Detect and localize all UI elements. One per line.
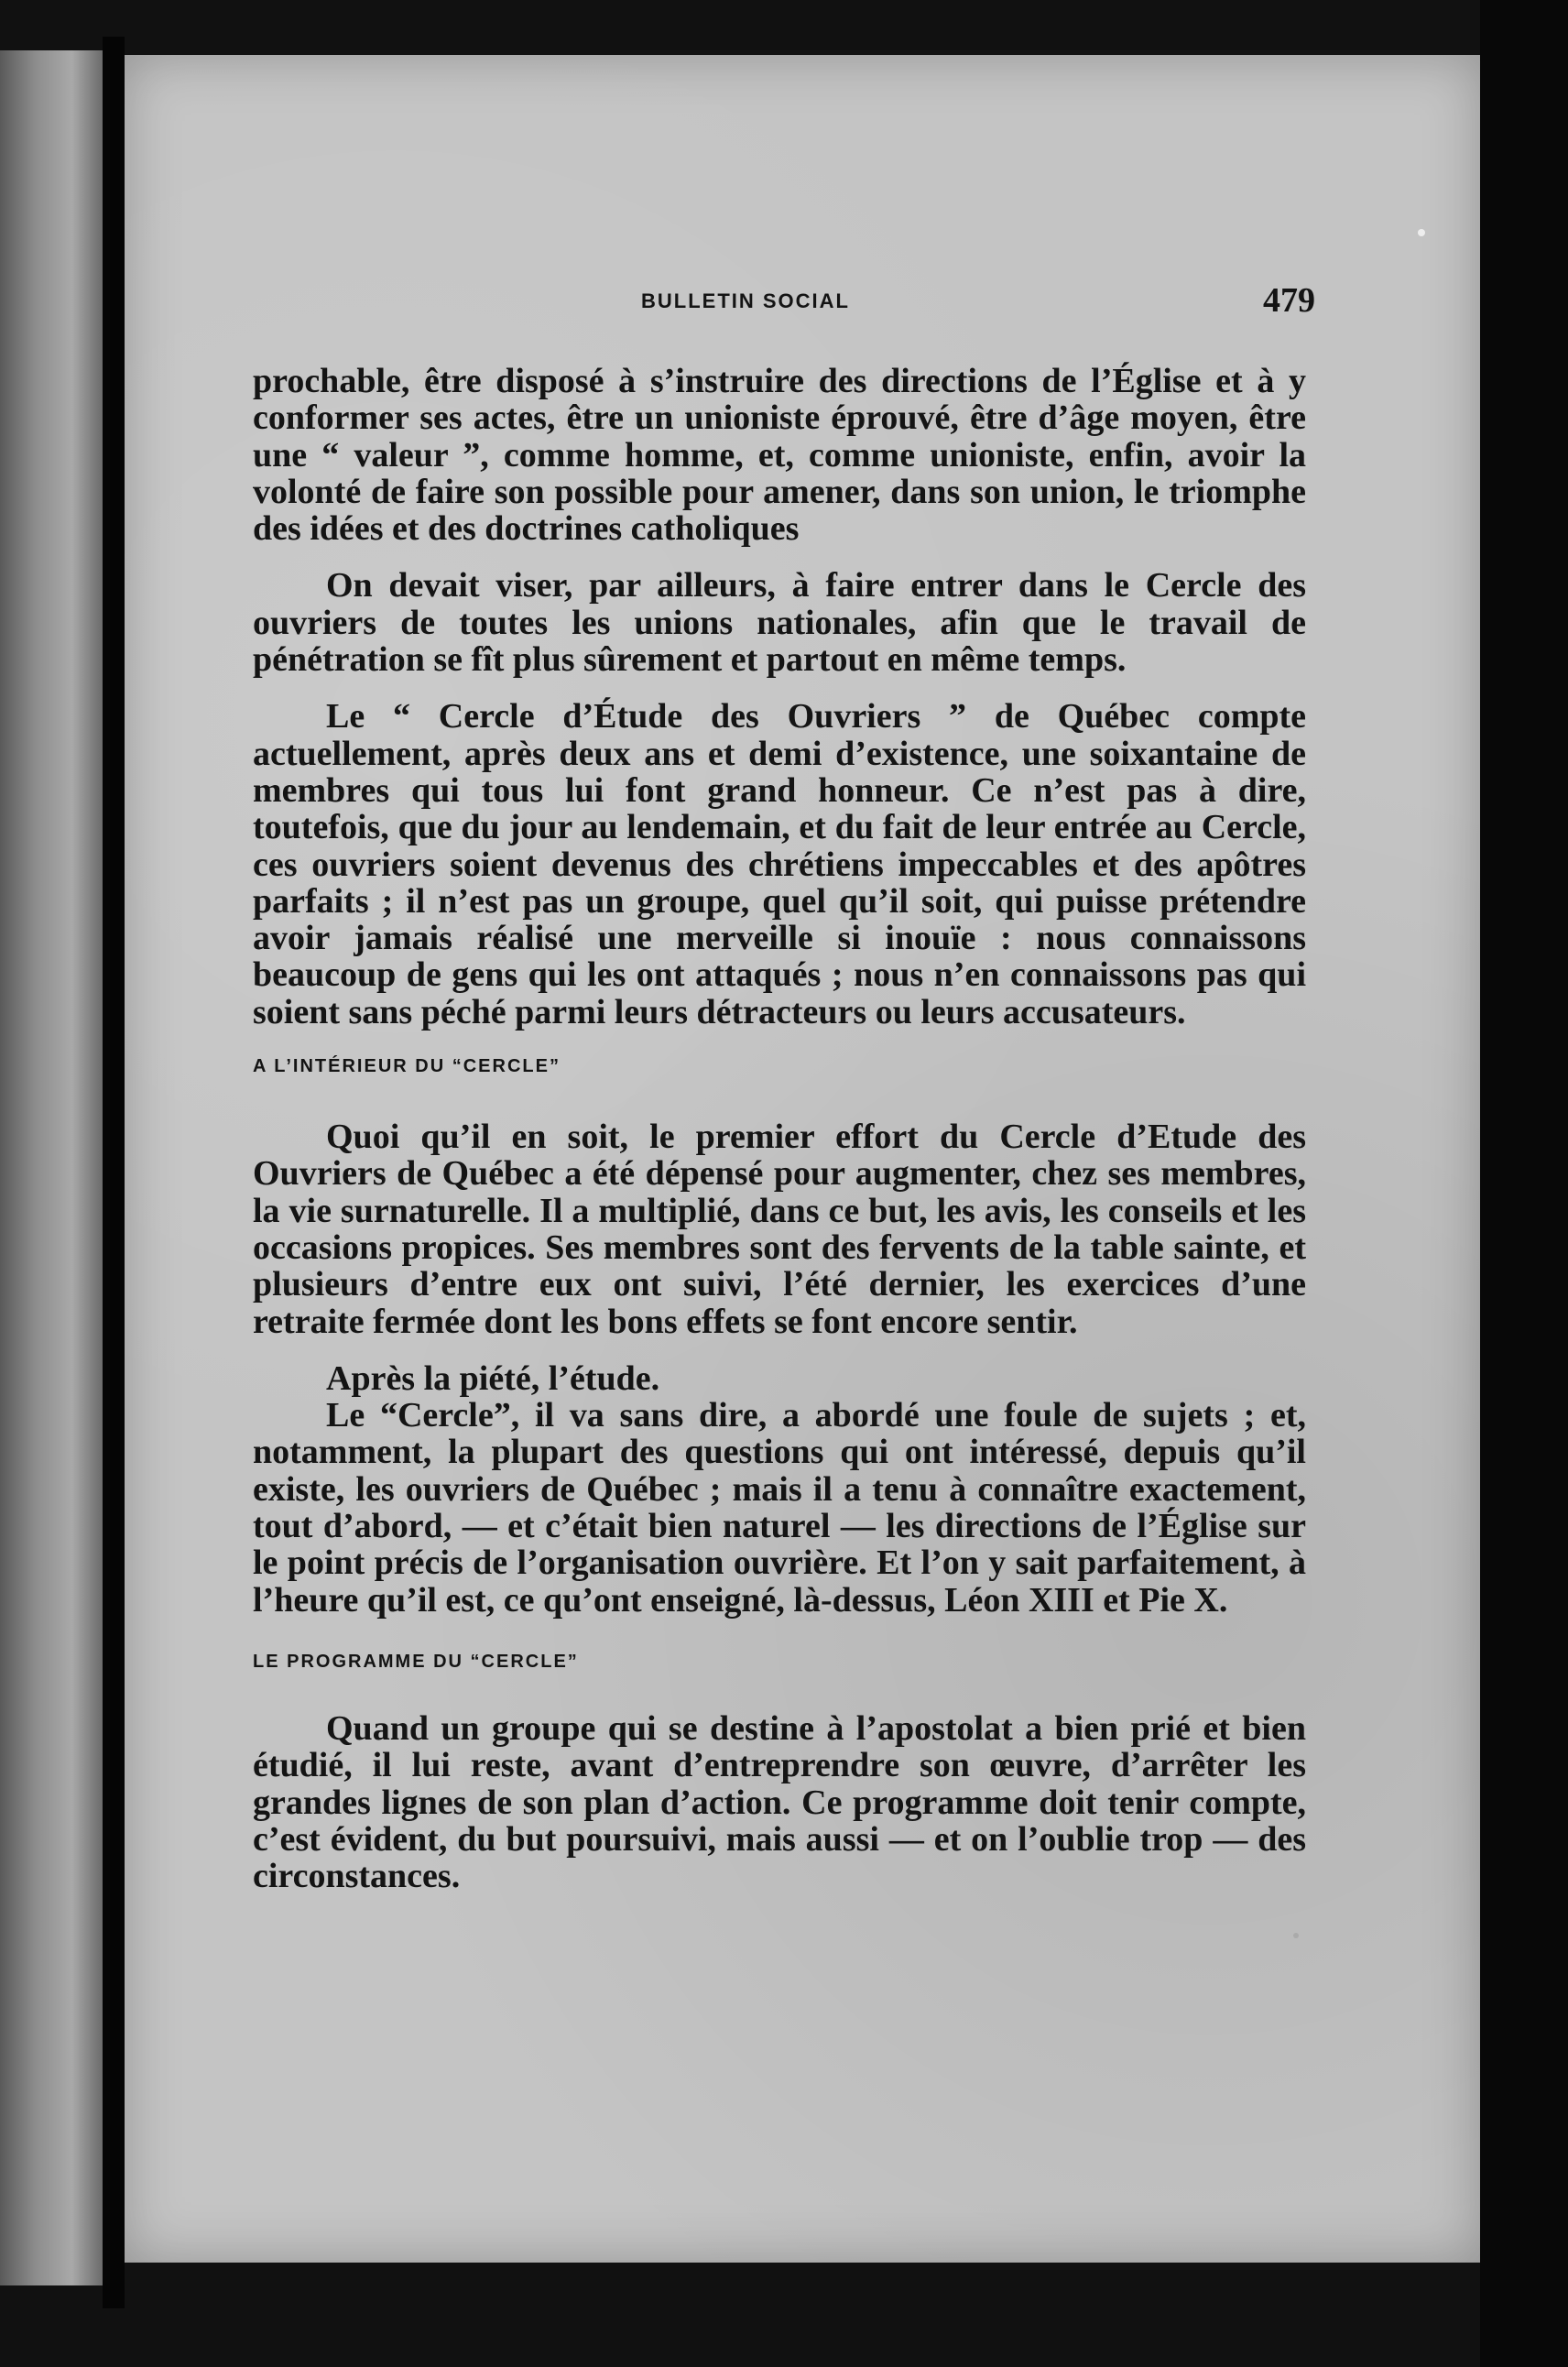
previous-page-edge [0, 50, 103, 2285]
paragraph: Quoi qu’il en soit, le premier effort du Cercle d’Etude des Ouvriers de Québec a été dépensé pour augmenter, chez ses membres, la vie surnaturelle. Il a multiplié, dans ce but, les avis, les conseils et les occasions propices. Ses membres sont des fervents de la table sainte, et plusieurs d’entre eux ont suivi, l’été dernier, les exercices d’une retraite fermée dont les bons effets se font encore sentir. [253, 1118, 1306, 1341]
scan-background-right [1480, 0, 1568, 2367]
dust-speck [1293, 1933, 1299, 1938]
paragraph: prochable, être disposé à s’instruire des directions de l’Église et à y conformer ses actes, être un unioniste éprouvé, être d’âge moyen, être une “ valeur ”, comme homme, et, comme unioniste, enfin, avoir la volonté de faire son possible pour amener, dans son union, le triomphe des idées et des doctrines catholiques [253, 362, 1306, 549]
dust-speck [1418, 229, 1425, 236]
book-gutter [103, 37, 125, 2308]
paragraph: Le “ Cercle d’Étude des Ouvriers ” de Québec compte actuellement, après deux ans et demi d’existence, une soixantaine de membres qui tous lui font grand honneur. Ce n’est pas à dire, toutefois, que du jour au lendemain, et du fait de leur entrée au Cercle, ces ouvriers soient devenus des chrétiens impeccables et des apôtres parfaits ; il n’est pas un groupe, quel qu’il soit, qui puisse prétendre avoir jamais réalisé une merveille si inouïe : nous connaissons beaucoup de gens qui les ont attaqués ; nous n’en connaissons pas qui soient sans péché parmi leurs détracteurs ou leurs accusateurs. [253, 697, 1306, 1031]
page-number: 479 [1263, 281, 1315, 320]
paragraph: On devait viser, par ailleurs, à faire entrer dans le Cercle des ouvriers de toutes les unions nationales, afin que le travail de pénétration se fît plus sûrement et partout en même temps. [253, 566, 1306, 680]
paragraph: Après la piété, l’étude. [326, 1358, 660, 1398]
article-body [253, 363, 1306, 1914]
section-heading: A L’INTÉRIEUR DU “CERCLE” [253, 1056, 561, 1077]
paragraph: Le “Cercle”, il va sans dire, a abordé une foule de sujets ; et, notamment, la plupart des questions qui ont intéressé, depuis qu’il existe, les ouvriers de Québec ; mais il a tenu à connaître exactement, tout d’abord, — et c’était bien naturel — les directions de l’Église sur le point précis de l’organisation ouvrière. Et l’on y sait parfaitement, à l’heure qu’il est, ce qu’ont enseigné, là-dessus, Léon XIII et Pie X. [253, 1396, 1306, 1620]
paragraph: Quand un groupe qui se destine à l’apostolat a bien prié et bien étudié, il lui reste, avant d’entreprendre son œuvre, d’arrêter les grandes lignes de son plan d’action. Ce programme doit tenir compte, c’est évident, du but poursuivi, mais aussi — et on l’oublie trop — des circonstances. [253, 1708, 1306, 1896]
running-head: BULLETIN SOCIAL [641, 289, 850, 312]
section-heading: LE PROGRAMME DU “CERCLE” [253, 1651, 579, 1672]
page-header [125, 281, 1315, 332]
